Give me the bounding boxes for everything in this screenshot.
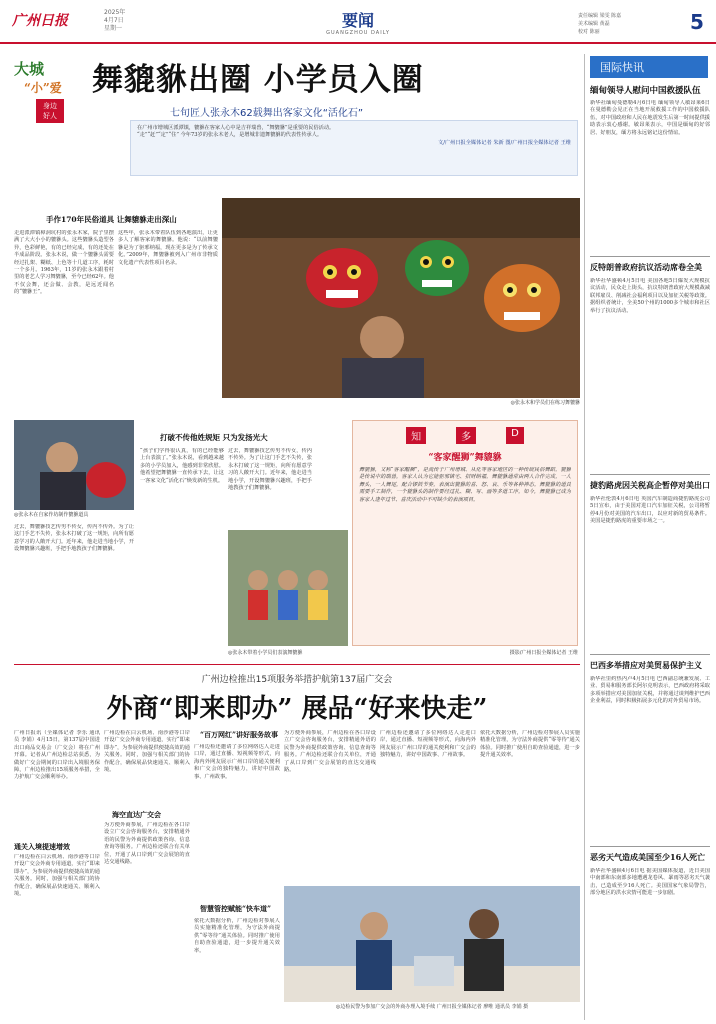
intl-news-bar: 国际快讯 bbox=[590, 56, 708, 78]
intl-title-2: 反特朗普政府抗议活动席卷全美 bbox=[590, 262, 702, 272]
second-body-2b: 广州边检在白云机场、南沙港等口岸开设广交会外商专用通道，实行“即来即办”，为参展外商提供便捷高效的通关服务。同时，加强与相关部门的协作配合，确保展品快速通关、顺利入境。 bbox=[104, 730, 190, 774]
column-divider bbox=[584, 54, 585, 1020]
students-photo bbox=[228, 530, 348, 646]
intl-body-1: 新华社缅甸曼德勒4月6日电 缅甸领导人敏昂莱6日在曼德勒会见正在当地开展救援工作的中国救援队伍，对中国政府和人民在地震发生后第一时间提供援助表示衷心感谢。敏昂莱表示，中国是缅甸的好邻居、好朋友，缅方将永远铭记这份情谊。 bbox=[590, 100, 710, 136]
second-body-4: 广州边检还邀请了多位网络达人走进口岸，通过直播、短视频等形式，向海内外网友展示广州口岸的通关便利和广交会的独特魅力，讲好中国故事、广州故事。 bbox=[194, 744, 280, 780]
article-body-4: “孩子们学得很认真，有的已经能够上台表演了。”张永木说，看到越来越多的小学员加入，他感到非常欣慰。他希望把舞貔貅一直传承下去，让这一客家文化“活化石”焕发新的生机。 bbox=[140, 448, 224, 484]
second-kicker: 广州边检推出15项服务举措护航第137届广交会 bbox=[201, 675, 393, 685]
intl-body-5: 新华社华盛顿4月6日电 据美国媒体报道，近日美国中南部和东南部多地遭遇龙卷风、暴雨等恶劣天气袭击，已造成至少16人死亡。美国国家气象局警告，部分地区的洪水灾情可能进一步加剧。 bbox=[590, 868, 710, 897]
second-subhead-b: 海空直达广交会 bbox=[112, 810, 161, 819]
knowledge-box bbox=[352, 420, 578, 646]
second-body-8: 依托大数据分析，广州边检对参展人员实施精准化管理，为守法外商提供“零等待”通关体验。同时推广使用自助查验通道，进一步提升通关效率。 bbox=[480, 730, 580, 759]
article-body-2: 这些年，张永木带着队伍到各地演出，让更多人了解客家的舞貔貅。他说：“以前舞貔貅是为了驱邪纳福，现在更多是为了传承文化。”2009年，舞貔貅被列入广州市非物质文化遗产代表性项目名录。 bbox=[118, 230, 218, 266]
knowledge-tag-2: 多 bbox=[456, 427, 476, 444]
article-body-1: 走进派潭镇樟洞坑村的张永木家，院子里摆满了大大小小的貔貅头。这些貔貅头造型各异，色彩鲜艳，有的已经完成，有的还处在半成品阶段。张永木说，做一个貔貅头需要经过扎架、糊纸、上色等十几道工序，耗时一个多月。1963年，11岁的张永木跟着村里的老艺人学习舞貔貅，至今已经62年。他不仅会舞，还会做、会教，是远近闻名的“貔貅王”。 bbox=[14, 230, 114, 296]
editor-credits: 责任编辑 梁雯 陈嘉 美术编辑 黄磊 校对 陈丽 bbox=[578, 13, 622, 35]
second-subhead-a: 通关入境提速增效 bbox=[14, 842, 70, 851]
section-title: 要闻 bbox=[341, 11, 374, 30]
section-subtitle: GUANGZHOU DAILY bbox=[326, 30, 390, 36]
main-headline: 舞貔貅出圈 小学员入圈 bbox=[92, 62, 424, 98]
border-photo-caption: ◎边检民警为参加广交会的外商办理入境手续 广州日报全媒体记者 廖唯 通讯员 李娟 摄 bbox=[335, 1004, 529, 1010]
page-number: 5 bbox=[690, 10, 704, 34]
students-photo-caption: ◎张永木带着小学员们表演舞貔貅 bbox=[228, 650, 303, 656]
intl-body-4: 新华社里约热内卢4月5日电 巴西副总统兼发展、工业、贸易和服务部长阿尔克明表示，巴西政府将采取多项举措应对美国加征关税，并将通过谈判维护巴西企业利益，同时积极拓展多元化的对外贸易市场。 bbox=[590, 676, 710, 705]
intl-title-4: 巴西多举措应对美贸易保护主义 bbox=[590, 660, 702, 670]
article-subhead-2: 打破不传他姓规矩 只为发扬光大 bbox=[160, 433, 268, 442]
knowledge-body: 舞貔貅，又称“客家醒狮”，是流传于广州增城、从化等客家地区的一种传统民俗舞蹈。貔貅是传说中的瑞兽，客家人认为它能驱邪镇宅、招财纳福。舞貔貅通常由两人合作完成，一人舞头，一人舞尾，配合锣鼓节奏，表演出貔貅的喜、怒、哀、乐等各种神态。舞貔貅的道具需要手工制作，一个貔貅头的制作要经过扎、糊、写、画等多道工序。如今，舞貔貅已成为客家人逢年过节、喜庆活动中不可缺少的表演项目。 bbox=[359, 467, 571, 503]
craftsman-photo bbox=[14, 420, 134, 510]
intl-body-2: 新华社华盛顿4月5日电 美国各地5日爆发大规模抗议活动，民众走上街头，抗议特朗普政府大规模裁减联邦雇员、削减社会福利项目以及加征关税等政策。据组织者统计，全美50个州的1000多个城市和社区举行了抗议活动。 bbox=[590, 278, 710, 314]
pixiu-head-1 bbox=[306, 248, 378, 308]
second-headline: 外商“即来即办” 展品“好来快走” bbox=[106, 694, 488, 724]
main-subheadline: 七旬匠人张永木62载舞出客家文化“活化石” bbox=[170, 108, 364, 119]
intl-title-1: 缅甸领导人慰问中国救援队伍 bbox=[590, 86, 701, 96]
pixiu-head-2 bbox=[405, 240, 469, 296]
second-body-1: 广州日报讯（全媒体记者 李乐 通讯员 李娟）4月15日，第137届中国进出口商品交易会（广交会）将在广州开幕。记者从广州边检总站获悉，为做好广交会期间的口岸出入境服务保障，广州边检推出15项服务举措，全力护航广交会顺利举办。 bbox=[14, 730, 100, 781]
second-body-7: 广州边检还邀请了多位网络达人走进口岸，通过直播、短视频等形式，向海内外网友展示广州口岸的通关便利和广交会的独特魅力，讲好中国故事、广州故事。 bbox=[380, 730, 476, 759]
masks-illustration bbox=[222, 198, 580, 398]
photo-credit: 摄影/广州日报全媒体记者 王维 bbox=[509, 650, 578, 656]
second-subhead-c: “百万网红”讲好服务故事 bbox=[200, 730, 279, 739]
main-photo-caption: ◎张永木和学员们在练习舞貔貅 bbox=[510, 400, 580, 406]
knowledge-tag-3: D bbox=[506, 427, 524, 444]
page-header bbox=[0, 0, 716, 44]
intl-title-5: 恶劣天气造成美国至少16人死亡 bbox=[590, 852, 706, 862]
newspaper-logo: 广州日报 bbox=[12, 13, 68, 29]
knowledge-title: “客家醒狮”舞貔貅 bbox=[428, 453, 502, 463]
pixiu-head-3 bbox=[484, 264, 560, 332]
second-body-5: 依托大数据分析，广州边检对参展人员实施精准化管理，为守法外商提供“零等待”通关体验。同时推广使用自助查验通道，进一步提升通关效率。 bbox=[194, 918, 280, 954]
article-body-3: 过去，舞貔貅技艺传男不传女，传内不传外。为了让这门手艺不失传，张永木打破了这一规矩，向所有愿意学习的人敞开大门。近年来，他走进当地小学，开设舞貔貅兴趣班，手把手地教孩子们舞貔貅。 bbox=[14, 524, 134, 553]
border-check-photo bbox=[284, 886, 580, 1002]
lead-box: 在广州市增城区派潭镇，貔貅在客家人心中是吉祥瑞兽，“舞貔貅”是重要的民俗活动。 “走”“赶”“定”“住” 今年73岁的张永木老人，是增城非遗舞貔貅的代表性传承人。 文/广州日报全媒体记者 朱新 图/广州日报全媒体记者 王维 bbox=[130, 120, 578, 176]
second-body-3: 为方便外商参展，广州边检在各口岸设立广交会咨询服务台，安排精通外语的民警为外商提供政策咨询、信息查询等服务。广州边检还联合有关单位，开通了从口岸到广交会展馆的直达交通线路。 bbox=[104, 822, 190, 866]
column-badge: 大城 “小”爱 身边 好人 bbox=[14, 58, 76, 138]
article-body-5: 过去，舞貔貅技艺传男不传女，传内不传外。为了让这门手艺不失传，张永木打破了这一规矩，向所有愿意学习的人敞开大门。近年来，他走进当地小学，开设舞貔貅兴趣班，手把手地教孩子们舞貔貅。 bbox=[228, 448, 312, 492]
intl-title-3: 捷豹路虎因关税高企暂停对美出口 bbox=[590, 480, 710, 490]
issue-date: 2025年 4月7日 星期一 bbox=[104, 9, 126, 32]
knowledge-tag-1: 知 bbox=[406, 427, 426, 444]
article-subhead-1: 手作170年民俗道具 让舞貔貅走出深山 bbox=[46, 215, 177, 224]
second-body-6: 为方便外商参展，广州边检在各口岸设立广交会咨询服务台，安排精通外语的民警为外商提供政策咨询、信息查询等服务。广州边检还联合有关单位，开通了从口岸到广交会展馆的直达交通线路。 bbox=[284, 730, 376, 774]
main-photo bbox=[222, 198, 580, 398]
section-divider bbox=[14, 664, 580, 665]
second-body-2: 广州边检在白云机场、南沙港等口岸开设广交会外商专用通道，实行“即来即办”，为参展外商提供便捷高效的通关服务。同时，加强与相关部门的协作配合，确保展品快速通关、顺利入境。 bbox=[14, 854, 100, 898]
second-subhead-d: 智慧管控赋能“快车道” bbox=[200, 904, 272, 913]
craftsman-photo-caption: ◎张永木在自家作坊制作貔貅道具 bbox=[14, 512, 89, 518]
intl-body-3: 新华社伦敦4月6日电 英国汽车制造商捷豹路虎公司5日宣布，由于美国对进口汽车加征关税，公司将暂停4月份对美国的汽车出口，以应对新的贸易条件。美国是捷豹路虎的重要市场之一。 bbox=[590, 496, 710, 525]
